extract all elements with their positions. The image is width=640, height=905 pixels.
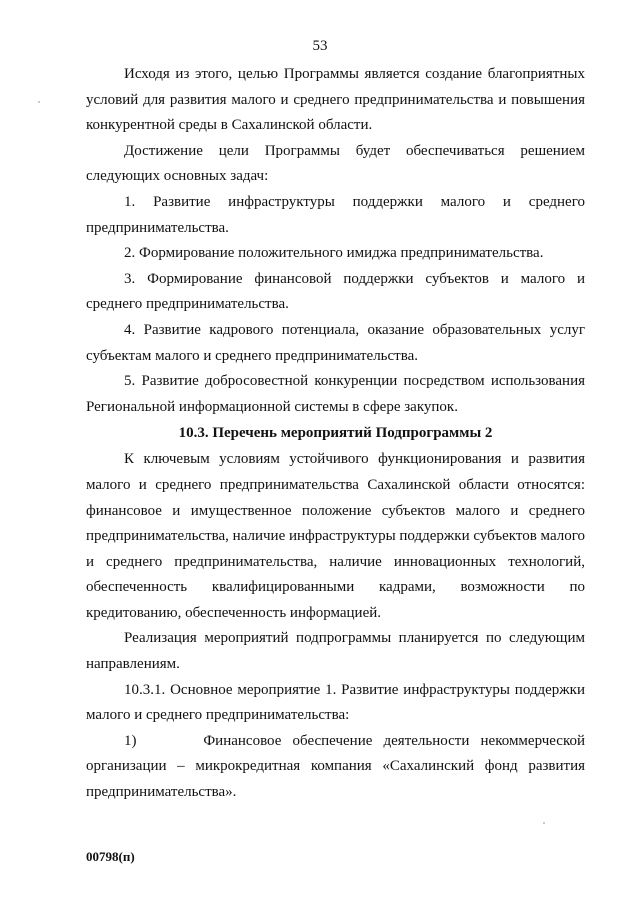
task-item-4: 4. Развитие кадрового потенциала, оказание образовательных услуг субъектам малого и среднего предпринимательства. (86, 321, 585, 364)
task-item-1: 1. Развитие инфраструктуры поддержки малого и среднего предпринимательства. (86, 193, 585, 236)
document-code: 00798(п) (86, 849, 135, 864)
scan-speck (38, 101, 40, 103)
paragraph-program-goal: Исходя из этого, целью Программы является создание благоприятных условий для развития малого и среднего предпринимательства и повышения конкурентной среды в Сахалинской области. (86, 66, 585, 134)
task-item-5: 5. Развитие добросовестной конкуренции посредством использования Региональной информационной системы в сфере закупок. (86, 373, 585, 415)
task-item-3: 3. Формирование финансовой поддержки субъектов и малого и среднего предпринимательства. (86, 270, 585, 313)
paragraph-subitem-1: 1) Финансовое обеспечение деятельности некоммерческой организации – микрокредитная компания «Сахалинский фонд развития предпринимательства». (86, 732, 585, 801)
task-item-2: 2. Формирование положительного имиджа предпринимательства. (124, 245, 544, 262)
paragraph-directions: Реализация мероприятий подпрограммы планируется по следующим направлениям. (86, 630, 585, 673)
document-body (86, 62, 585, 806)
paragraph-key-conditions: К ключевым условиям устойчивого функционирования и развития малого и среднего предпринимательства Сахалинской области относятся: финансовое и имущественное положение субъектов малого и среднего предпринимательства, наличие инфраструктуры поддержки субъектов малого и среднего предпринимательства, наличие инновационных технологий, обеспеченность квалифицированными кадрами, возможности по кредитованию, обеспеченность информацией. (86, 451, 585, 621)
scan-speck (543, 822, 545, 824)
section-heading: 10.3. Перечень мероприятий Подпрограммы 2 (178, 425, 493, 442)
page-number: 53 (312, 38, 328, 54)
paragraph-main-activity-1: 10.3.1. Основное мероприятие 1. Развитие инфраструктуры поддержки малого и среднего предпринимательства: (86, 681, 585, 724)
paragraph-tasks-intro: Достижение цели Программы будет обеспечиваться решением следующих основных задач: (86, 142, 585, 185)
